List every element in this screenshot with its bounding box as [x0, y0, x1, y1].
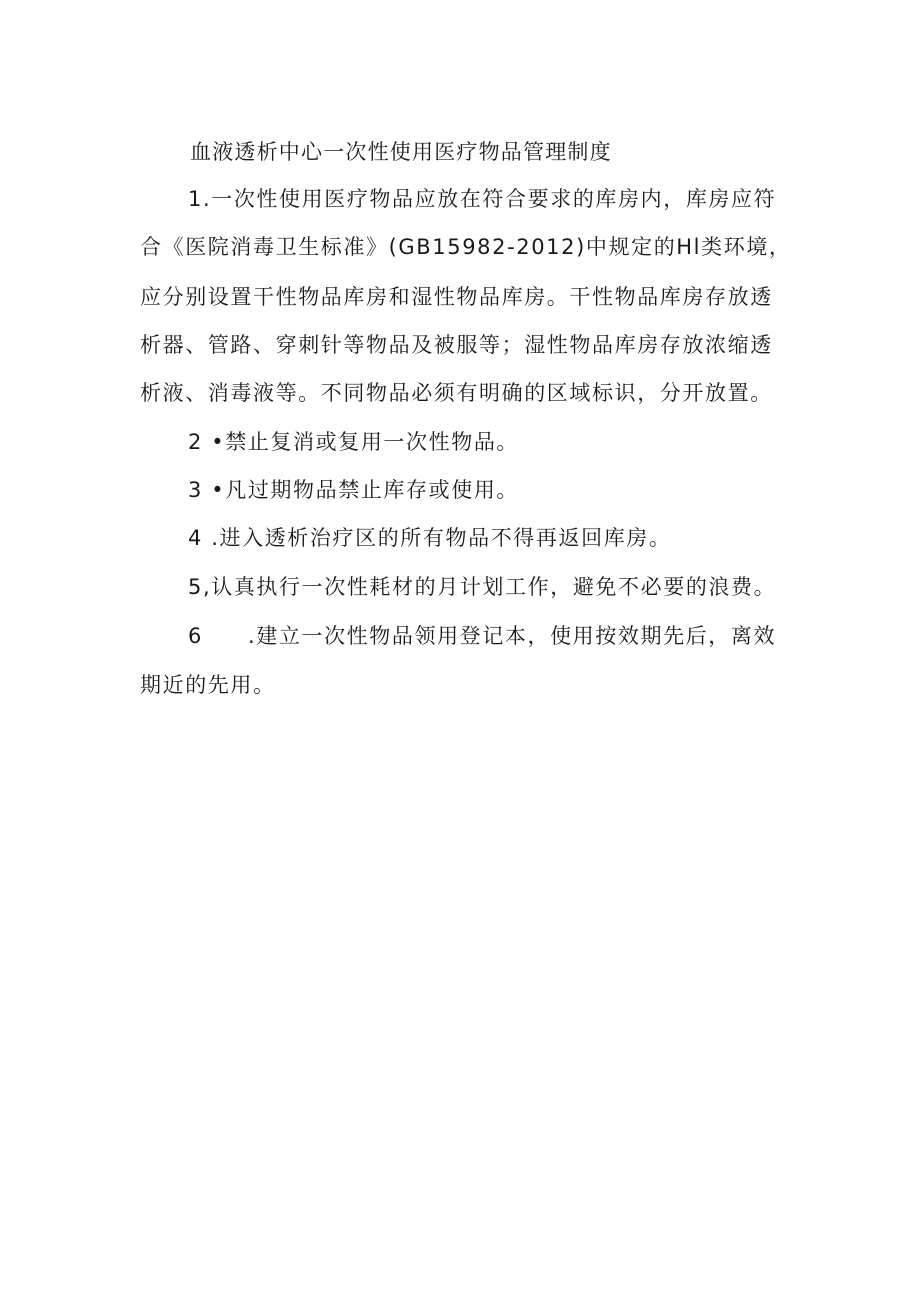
item-1-line-4: 析器、管路、穿刺针等物品及被服等；湿性物品库房存放浓缩透	[140, 333, 773, 357]
item-6-line-2: 期近的先用。	[140, 673, 276, 697]
item-4: 4 .进入透析治疗区的所有物品不得再返回库房。	[188, 526, 672, 550]
document-title: 血液透析中心一次性使用医疗物品管理制度	[190, 140, 612, 164]
item-3: 3 •凡过期物品禁止库存或使用。	[188, 478, 520, 502]
item-1-line-5: 析液、消毒液等。不同物品必须有明确的区域标识，分开放置。	[140, 381, 773, 405]
item-1-line-2: 合《医院消毒卫生标准》(GB15982-2012)中规定的Hl类环境，	[140, 235, 792, 259]
item-6-line-1: .建立一次性物品领用登记本，使用按效期先后，离效	[248, 624, 777, 648]
item-5: 5,认真执行一次性耗材的月计划工作，避免不必要的浪费。	[188, 575, 777, 599]
item-2: 2 •禁止复消或复用一次性物品。	[188, 430, 520, 454]
item-1-line-1: 1.一次性使用医疗物品应放在符合要求的库房内，库房应符	[188, 187, 777, 211]
item-1-line-3: 应分别设置干性物品库房和湿性物品库房。干性物品库房存放透	[140, 285, 773, 309]
item-6-number: 6	[188, 624, 203, 648]
